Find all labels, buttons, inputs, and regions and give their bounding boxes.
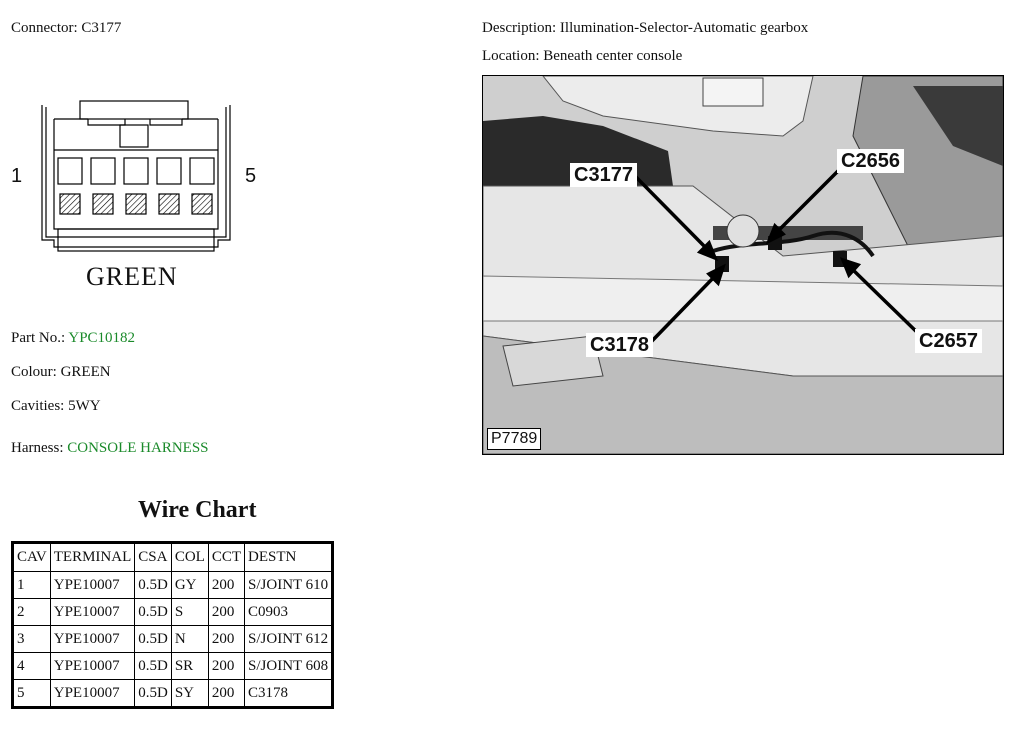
terminal-2 xyxy=(93,194,113,214)
cell-cav: 2 xyxy=(13,599,51,626)
cell-destn: S/JOINT 610 xyxy=(245,572,333,599)
cell-csa: 0.5D xyxy=(135,653,172,680)
cavity-5 xyxy=(190,158,214,184)
location-label: Location: xyxy=(482,48,540,64)
callout-c3178: C3178 xyxy=(586,333,653,357)
harness-label: Harness: xyxy=(11,440,64,456)
cell-destn: C0903 xyxy=(245,599,333,626)
cell-destn: S/JOINT 612 xyxy=(245,626,333,653)
table-row xyxy=(13,626,333,653)
callout-c2657: C2657 xyxy=(915,329,982,353)
cell-terminal: YPE10007 xyxy=(50,599,135,626)
terminal-5 xyxy=(192,194,212,214)
part-number-label: Part No.: xyxy=(11,330,66,346)
cavities-value: 5WY xyxy=(68,398,101,414)
cell-cav: 1 xyxy=(13,572,51,599)
part-number-line xyxy=(11,330,135,347)
cell-cct: 200 xyxy=(208,599,244,626)
cell-csa: 0.5D xyxy=(135,599,172,626)
connector-label: Connector: xyxy=(11,20,78,36)
terminal-1 xyxy=(60,194,80,214)
terminal-4 xyxy=(159,194,179,214)
cell-terminal: YPE10007 xyxy=(50,653,135,680)
table-row xyxy=(13,653,333,680)
cell-csa: 0.5D xyxy=(135,680,172,708)
cell-col: N xyxy=(171,626,208,653)
cell-cav: 4 xyxy=(13,653,51,680)
cavity-2 xyxy=(91,158,115,184)
header-col: COL xyxy=(171,543,208,572)
description-label: Description: xyxy=(482,20,557,36)
cell-cav: 5 xyxy=(13,680,51,708)
cell-terminal: YPE10007 xyxy=(50,572,135,599)
callout-c2656: C2656 xyxy=(837,149,904,173)
connector-colour-label: GREEN xyxy=(86,262,178,291)
colour-line xyxy=(11,364,111,381)
location-photo-illustration xyxy=(483,76,1003,454)
cavity-4 xyxy=(157,158,181,184)
header-csa: CSA xyxy=(135,543,172,572)
cell-destn: C3178 xyxy=(245,680,333,708)
header-destn: DESTN xyxy=(245,543,333,572)
cell-cct: 200 xyxy=(208,626,244,653)
cavity-3 xyxy=(124,158,148,184)
wire-chart-header-row xyxy=(13,543,333,572)
callout-c3177: C3177 xyxy=(570,163,637,187)
connector-heading xyxy=(11,20,121,37)
pin-1-label: 1 xyxy=(11,165,23,187)
terminal-3 xyxy=(126,194,146,214)
location-line xyxy=(482,48,682,65)
cell-terminal: YPE10007 xyxy=(50,680,135,708)
colour-label: Colour: xyxy=(11,364,57,380)
header-cct: CCT xyxy=(208,543,244,572)
description-line xyxy=(482,20,808,37)
cell-cct: 200 xyxy=(208,680,244,708)
pin-5-label: 5 xyxy=(245,165,257,187)
wire-chart-title: Wire Chart xyxy=(138,497,257,523)
cell-terminal: YPE10007 xyxy=(50,626,135,653)
cell-csa: 0.5D xyxy=(135,572,172,599)
cell-col: SY xyxy=(171,680,208,708)
cell-col: GY xyxy=(171,572,208,599)
cell-cct: 200 xyxy=(208,572,244,599)
cell-cav: 3 xyxy=(13,626,51,653)
cell-destn: S/JOINT 608 xyxy=(245,653,333,680)
harness-line xyxy=(11,440,209,457)
header-terminal: TERMINAL xyxy=(50,543,135,572)
photo-id-label: P7789 xyxy=(487,428,541,450)
cavities-label: Cavities: xyxy=(11,398,65,414)
connector-value: C3177 xyxy=(81,20,122,36)
cell-cct: 200 xyxy=(208,653,244,680)
header-cav: CAV xyxy=(13,543,51,572)
wire-chart-table xyxy=(11,541,334,709)
cell-csa: 0.5D xyxy=(135,626,172,653)
table-row xyxy=(13,680,333,708)
colour-value: GREEN xyxy=(60,364,111,380)
table-row xyxy=(13,572,333,599)
cavities-line xyxy=(11,398,101,415)
harness-link[interactable]: CONSOLE HARNESS xyxy=(67,440,209,456)
cavity-1 xyxy=(58,158,82,184)
table-row xyxy=(13,599,333,626)
part-number-link[interactable]: YPC10182 xyxy=(68,330,136,346)
location-photo xyxy=(482,75,1004,455)
location-value: Beneath center console xyxy=(543,48,683,64)
cell-col: S xyxy=(171,599,208,626)
cell-col: SR xyxy=(171,653,208,680)
description-value: Illumination-Selector-Automatic gearbox xyxy=(559,20,809,36)
